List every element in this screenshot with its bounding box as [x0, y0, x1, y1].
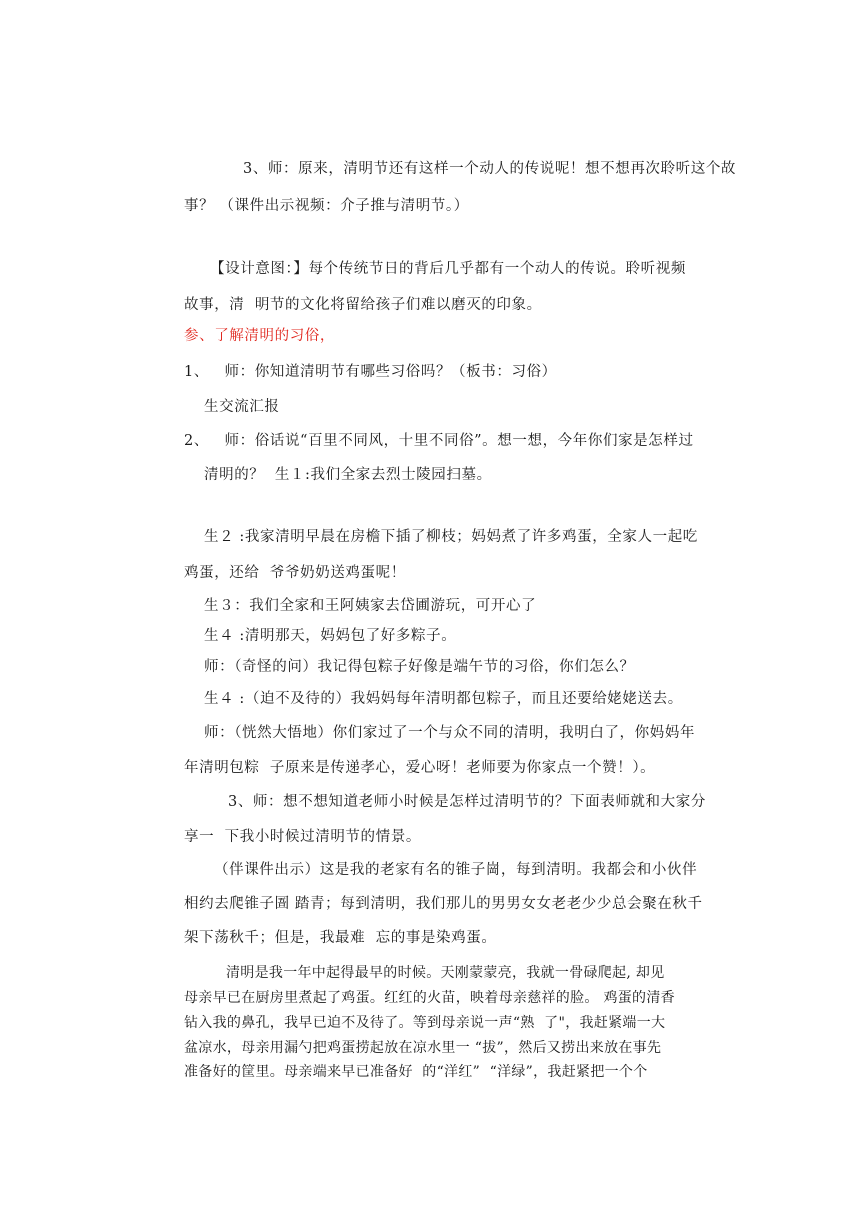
story-line: 母亲早已在厨房里煮起了鸡蛋。红红的火苗，映着母亲慈祥的脸。 鸡蛋的清香 [184, 990, 675, 1006]
dialogue-line: 鸡蛋，还给 爷爷奶奶送鸡蛋呢！ [184, 565, 406, 581]
dialogue-line: 生４ :（迫不及待的）我妈妈每年清明都包粽子，而且还要给姥姥送去。 [204, 691, 683, 707]
paragraph-line: 享一 下我小时候过清明节的情景。 [184, 829, 421, 845]
paragraph-line: 事？ （课件出示视频：介子推与清明节。） [184, 198, 469, 214]
story-line: 清明是我一年中起得最早的时候。天刚蒙蒙亮，我就一骨碌爬起, 却见 [226, 965, 665, 981]
paragraph-line: 生交流汇报 [204, 399, 280, 415]
story-line: 钻入我的鼻孔，我早已迫不及待了。等到母亲说一声“熟 了"，我赶紧端一大 [184, 1015, 666, 1031]
paragraph-line: （伴课件出示）这是我的老家有名的锥子崗，每到清明。我都会和小伙伴 [214, 862, 698, 878]
section-heading: 参、了解清明的习俗， [184, 328, 335, 344]
paragraph-line: 3、师：原来，清明节还有这样一个动人的传说呢！想不想再次聆听这个故 [243, 161, 737, 177]
question-line: 1、 师：你知道清明节有哪些习俗吗？（板书：习俗） [184, 364, 557, 380]
dialogue-line: 生２ :我家清明早晨在房檐下插了柳枝；妈妈煮了许多鸡蛋，全家人一起吃 [204, 529, 698, 545]
story-line: 准备好的筐里。母亲端来早已准备好 的“洋红” “洋绿”，我赶紧把一个个 [184, 1064, 648, 1080]
dialogue-line: 年清明包粽 子原来是传递孝心，爱心呀！老师要为你家点一个赞！）。 [184, 760, 656, 776]
dialogue-line: 师：（奇怪的问）我记得包粽子好像是端午节的习俗，你们怎么？ [204, 659, 635, 675]
dialogue-line: 师：（恍然大悟地）你们家过了一个与众不同的清明，我明白了，你妈妈年 [204, 725, 696, 741]
paragraph-line: 架下荡秋千；但是，我最难 忘的事是染鸡蛋。 [184, 930, 497, 946]
dialogue-line: 生３：我们全家和王阿姨家去岱圃游玩，可开心了 [204, 598, 537, 614]
story-line: 盆凉水，母亲用漏勺把鸡蛋捞起放在凉水里一 “拔”，然后又捞出来放在事先 [184, 1040, 662, 1056]
dialogue-line: 生４ :清明那天，妈妈包了好多粽子。 [204, 628, 457, 644]
design-intent-line: 故事，清 明节的文化将留给孩子们难以磨灭的印象。 [184, 297, 542, 313]
question-line: 2、 师：俗话说“百里不同风，十里不同俗”。想一想，今年你们家是怎样过 [184, 433, 694, 449]
paragraph-line: 相约去爬锥子圄 踏青；每到清明，我们那儿的男男女女老老少少总会聚在秋千 [184, 896, 703, 912]
paragraph-line: 3、师：想不想知道老师小时候是怎样过清明节的？下面表师就和大家分 [228, 794, 706, 810]
dialogue-line: 清明的？ 生１:我们全家去烈士陵园扫墓。 [204, 467, 492, 483]
design-intent-line: 【设计意图：】每个传统节日的背后几乎都有一个动人的传说。聆听视频 [210, 261, 686, 277]
